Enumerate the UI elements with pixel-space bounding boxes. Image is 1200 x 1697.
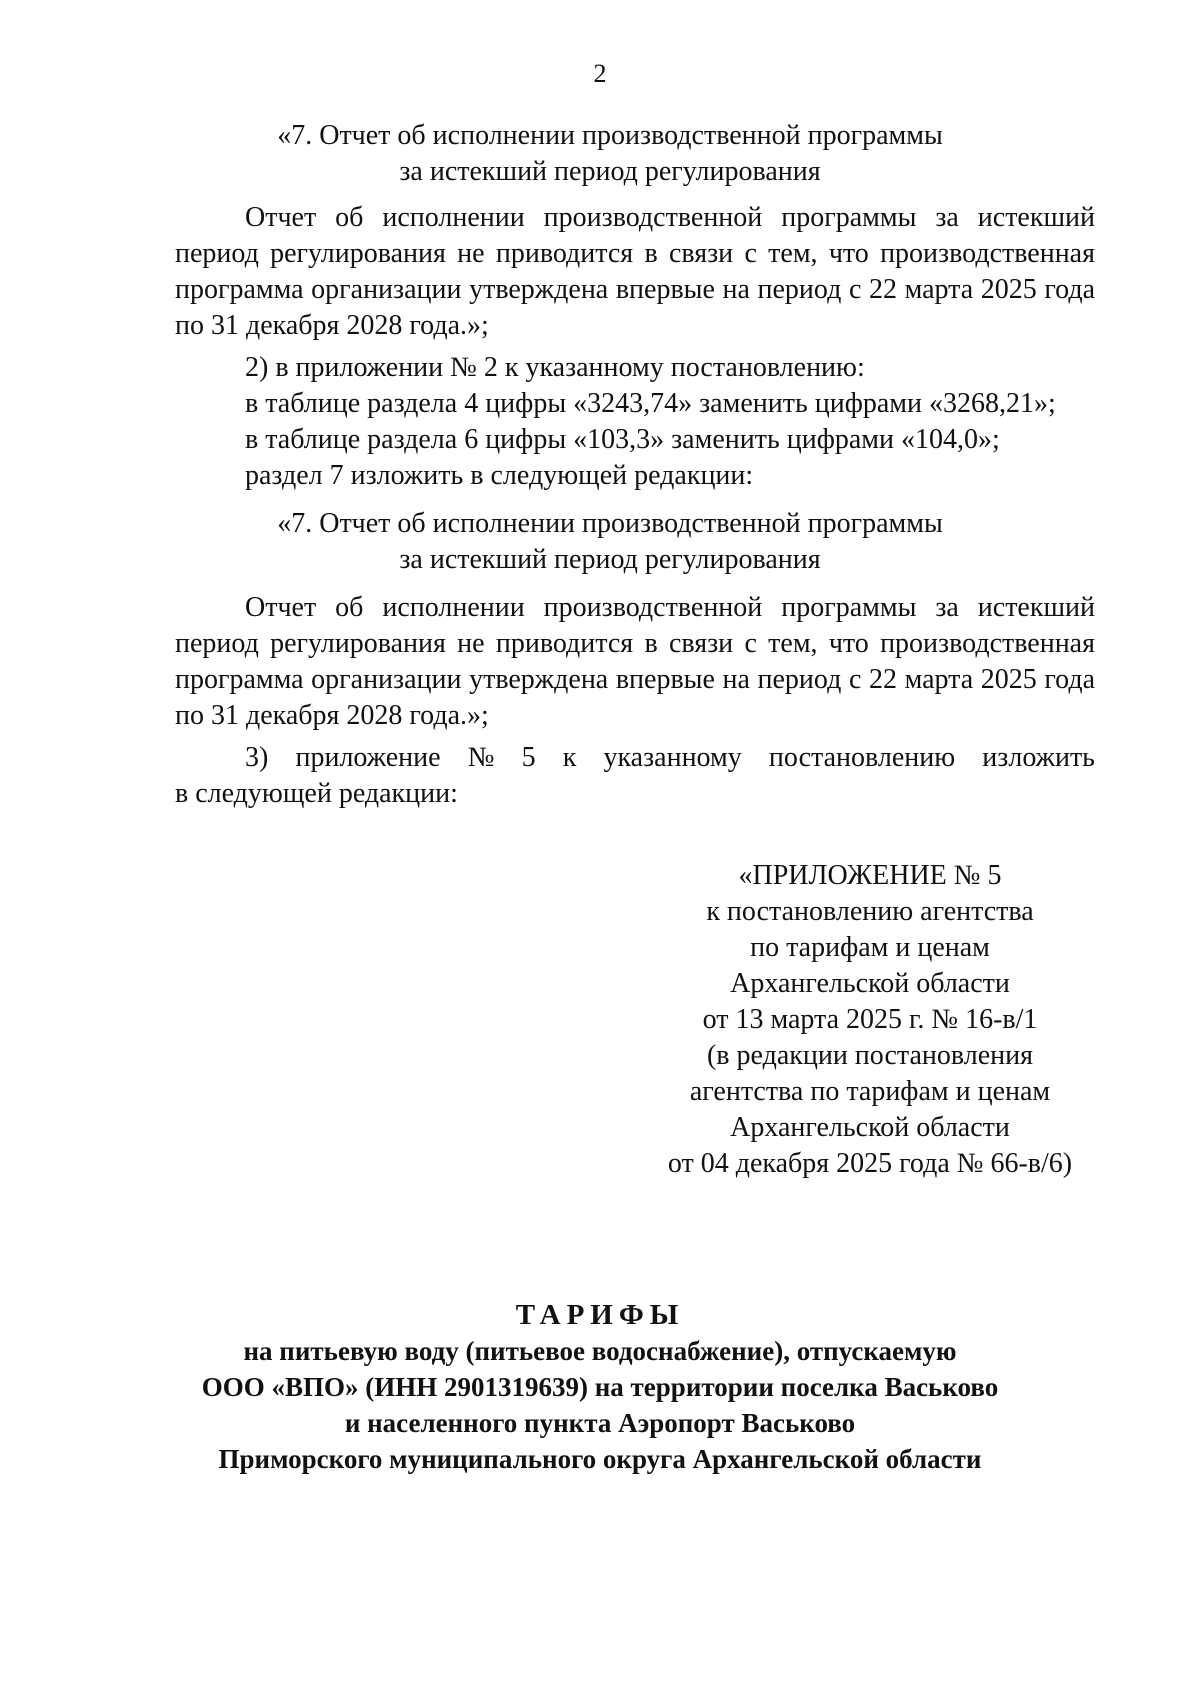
item-3-word: 3)	[245, 742, 269, 773]
section-body-2	[175, 590, 1095, 734]
section-body-1	[175, 200, 1095, 344]
section-heading-1	[260, 118, 960, 190]
item-3-word: постановлению	[768, 742, 956, 773]
section-body-text: Отчет об исполнении производственной программы за истекший период регулирования не приводится в связи с тем, что производственная программа организации утверждена впервые на период с 22 марта 2025 года по 31 декабря 2028 года.»;	[175, 202, 1095, 341]
tariff-title-line: ООО «ВПО» (ИНН 2901319639) на территории поселка Васьково	[201, 1372, 999, 1402]
tariff-title-line: и населенного пункта Аэропорт Васьково	[344, 1408, 856, 1438]
appendix-line: по тарифам и ценам	[750, 932, 990, 963]
item-3-word: указанному	[603, 742, 742, 773]
item-3-line1	[245, 740, 1095, 776]
item-3-word: №	[467, 742, 495, 773]
appendix-line: Архангельской области	[730, 1112, 1010, 1143]
item-2-line: в таблице раздела 6 цифры «103,3» заменить цифрами «104,0»;	[245, 424, 1000, 455]
item-3-word: изложить	[982, 742, 1095, 773]
appendix-line: к постановлению агентства	[706, 896, 1034, 927]
page-number: 2	[593, 59, 607, 88]
item-2-line: 2) в приложении № 2 к указанному постановлению:	[245, 352, 865, 383]
appendix-line: от 13 марта 2025 г. № 16-в/1	[702, 1004, 1038, 1035]
section-heading-line: за истекший период регулирования	[399, 156, 821, 187]
item-3-word: 5	[521, 742, 536, 773]
item-2-block	[245, 350, 1095, 494]
item-2-line: в таблице раздела 4 цифры «3243,74» заменить цифрами «3268,21»;	[245, 388, 1056, 419]
section-heading-line: «7. Отчет об исполнении производственной программы	[277, 508, 943, 539]
item-2-line: раздел 7 изложить в следующей редакции:	[245, 460, 754, 491]
appendix-line: агентства по тарифам и ценам	[689, 1076, 1051, 1107]
appendix-line: «ПРИЛОЖЕНИЕ № 5	[738, 860, 1002, 891]
section-heading-2	[260, 506, 960, 578]
appendix-line: от 04 декабря 2025 года № 66-в/6)	[667, 1148, 1073, 1179]
item-3-word: приложение	[295, 742, 441, 773]
appendix-header	[640, 858, 1100, 1182]
item-3-word: к	[562, 742, 577, 773]
tariff-title-block	[140, 1297, 1060, 1477]
appendix-line: (в редакции постановления	[706, 1040, 1034, 1071]
appendix-line: Архангельской области	[730, 968, 1010, 999]
section-body-text: Отчет об исполнении производственной программы за истекший период регулирования не приводится в связи с тем, что производственная программа организации утверждена впервые на период с 22 марта 2025 года по 31 декабря 2028 года.»;	[175, 592, 1095, 731]
section-heading-line: за истекший период регулирования	[399, 544, 821, 575]
section-heading-line: «7. Отчет об исполнении производственной программы	[277, 120, 943, 151]
item-3-line2: в следующей редакции:	[175, 778, 458, 809]
tariff-title-line: на питьевую воду (питьевое водоснабжение), отпускаемую	[243, 1336, 957, 1366]
tariff-title-line: Приморского муниципального округа Архангельской области	[218, 1444, 982, 1474]
tariff-title: ТАРИФЫ	[515, 1299, 685, 1331]
